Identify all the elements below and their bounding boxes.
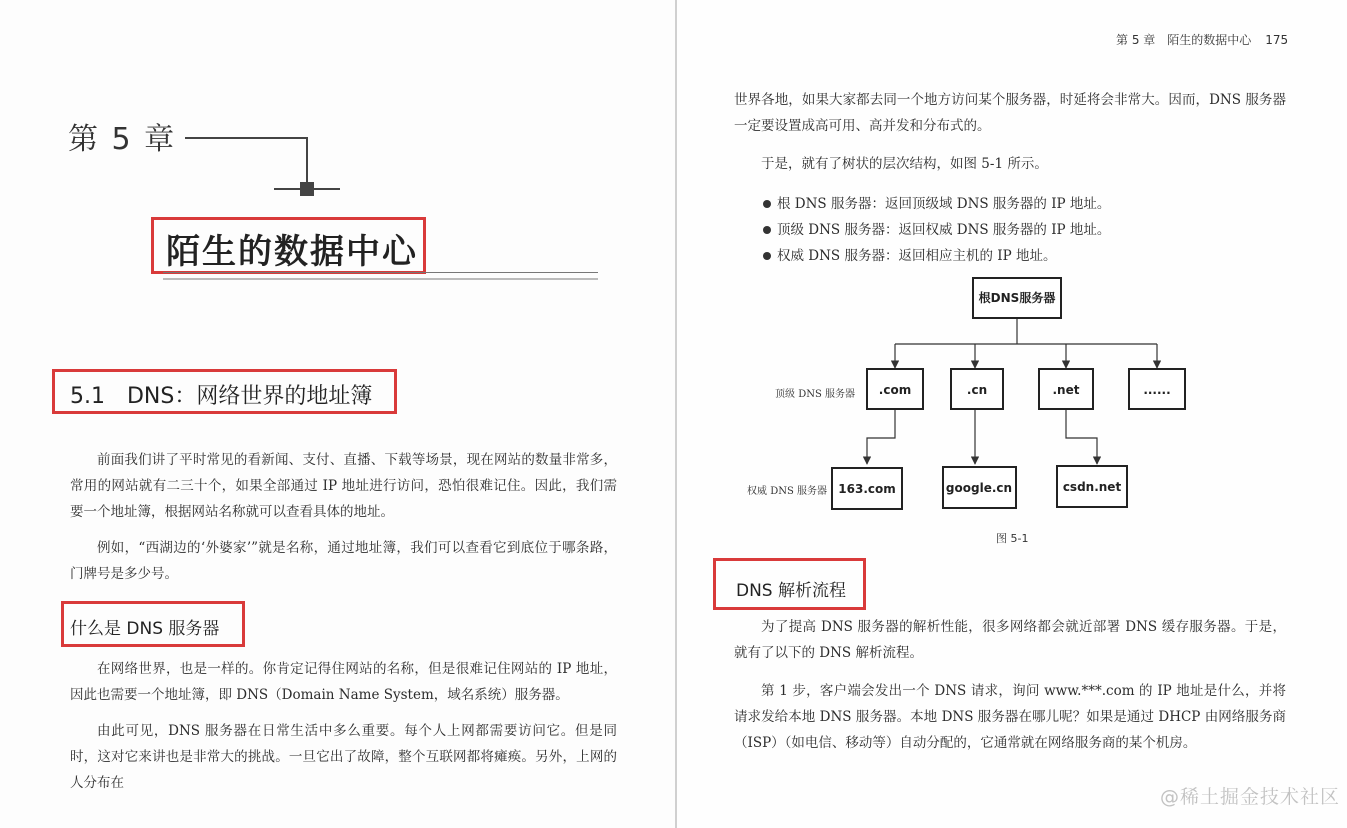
diagram-level-label: 权威 DNS 服务器 (747, 486, 827, 497)
body-paragraph (70, 447, 617, 587)
paragraph-text: 世界各地，如果大家都去同一个地方访问某个服务器，时延将会非常大。因而，DNS 服务器一定要设置成高可用、高并发和分布式的。 (734, 92, 1286, 134)
diagram-level-label: 顶级 DNS 服务器 (775, 389, 855, 400)
body-paragraph (70, 656, 617, 796)
paragraph-text: 前面我们讲了平时常见的看新闻、支付、直播、下载等场景，现在网站的数量非常多，常用的网站就有二三十个，如果全部通过 IP 地址进行访问，恐怕很难记住。因此，我们需要一个地址簿，根据网站名称就可以查看具体的地址。 (70, 452, 617, 520)
diagram-node-label: .net (1052, 383, 1080, 397)
figure-caption: 图 5-1 (996, 532, 1029, 545)
section-title: 5.1 DNS：网络世界的地址簿 (70, 384, 373, 409)
running-header (1116, 31, 1288, 48)
diagram-node-label: 163.com (838, 482, 896, 496)
paragraph-text: 第 1 步，客户端会发出一个 DNS 请求，询问 www.***.com 的 IP 地址是什么，并将请求发给本地 DNS 服务器。本地 DNS 服务器在哪儿呢？如果是通过 DHCP 由网络服务商（ISP）（如电信、移动等）自动分配的，它通常就在网络服务商的某个机房。 (734, 683, 1286, 751)
dns-section-title: DNS 解析流程 (736, 581, 847, 601)
paragraph-text: 为了提高 DNS 服务器的解析性能，很多网络都会就近部署 DNS 缓存服务器。于是，就有了以下的 DNS 解析流程。 (734, 619, 1286, 661)
paragraph-text: 在网络世界，也是一样的。你肯定记得住网站的名称，但是很难记住网站的 IP 地址，因此也需要一个地址簿，即 DNS（Domain Name System，域名系统）服务器。 (70, 661, 617, 703)
chapter-decoration-line (185, 137, 307, 139)
diagram-node-label: ...... (1143, 383, 1171, 397)
dns-hierarchy-diagram (677, 270, 1347, 550)
chapter-title-underline (163, 278, 598, 280)
diagram-node-label: 根DNS服务器 (978, 291, 1056, 305)
watermark: @稀土掘金技术社区 (1160, 786, 1341, 808)
chapter-title-underline (163, 272, 598, 273)
chapter-decoration-square (300, 182, 314, 196)
diagram-node-label: google.cn (945, 481, 1013, 495)
list-item: 根 DNS 服务器：返回顶级域 DNS 服务器的 IP 地址。 (763, 191, 1110, 217)
list-item: 权威 DNS 服务器：返回相应主机的 IP 地址。 (763, 243, 1110, 269)
list-item: 顶级 DNS 服务器：返回权威 DNS 服务器的 IP 地址。 (763, 217, 1110, 243)
diagram-node-label: .com (878, 383, 912, 397)
paragraph-text: 于是，就有了树状的层次结构，如图 5-1 所示。 (761, 156, 1048, 172)
diagram-node-label: csdn.net (1062, 480, 1122, 494)
chapter-title: 陌生的数据中心 (166, 232, 418, 272)
paragraph-text: 例如，“西湖边的‘外婆家’”就是名称，通过地址簿，我们可以查看它到底位于哪条路，门牌号是多少号。 (70, 540, 617, 582)
page-number: 175 (1265, 33, 1289, 47)
body-paragraph (734, 614, 1286, 756)
diagram-node-label: .cn (966, 383, 988, 397)
paragraph-text: 由此可见，DNS 服务器在日常生活中多么重要。每个人上网都需要访问它。但是同时，这对它来讲也是非常大的挑战。一旦它出了故障，整个互联网都将瘫痪。另外，上网的人分布在 (70, 723, 617, 791)
header-chapter: 第 5 章 陌生的数据中心 (1116, 33, 1252, 47)
body-paragraph (734, 87, 1286, 177)
subsection-title: 什么是 DNS 服务器 (70, 619, 220, 639)
chapter-number: 第 5 章 (68, 122, 177, 157)
bullet-list (763, 191, 1110, 269)
